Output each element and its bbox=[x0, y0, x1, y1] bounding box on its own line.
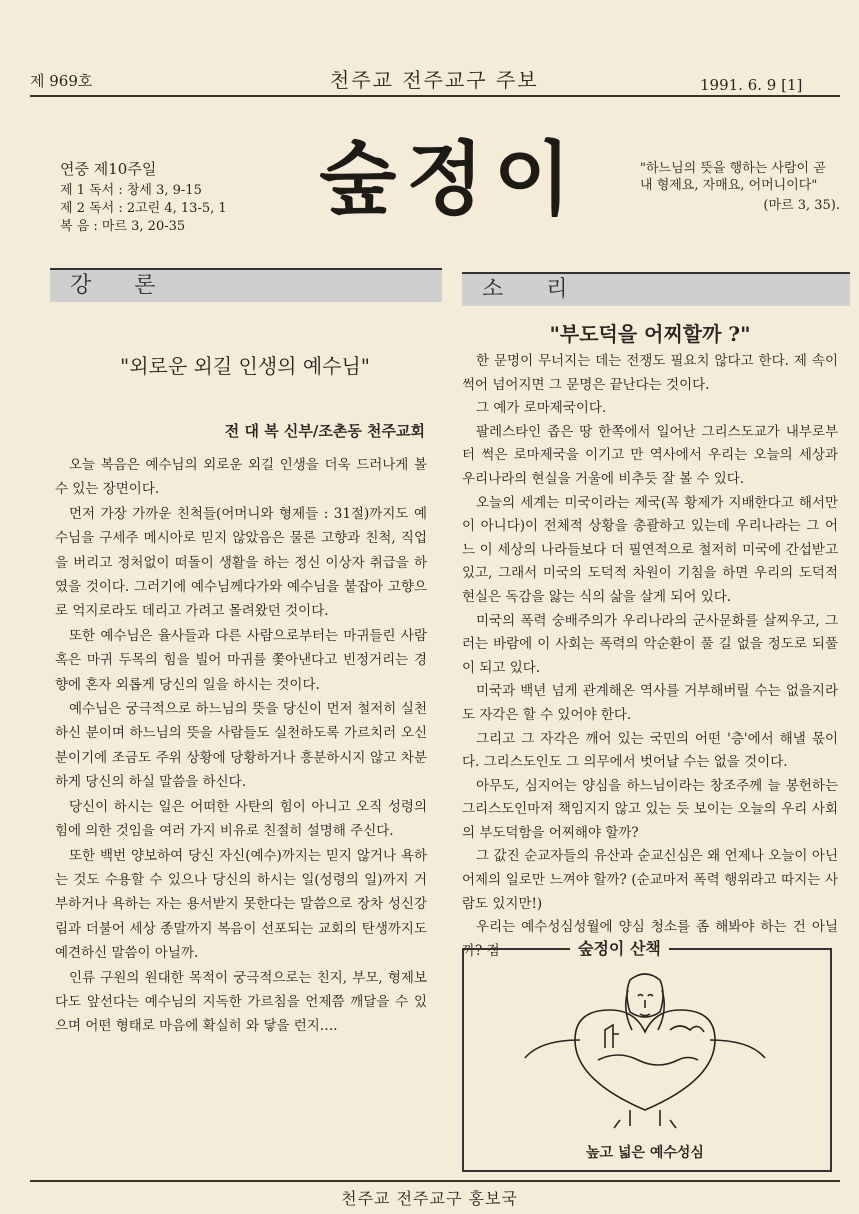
paragraph: 우리는 예수성심성월에 양심 청소를 좀 해봐야 하는 건 아닐까? 점 bbox=[462, 919, 838, 959]
paragraph: 당신이 하시는 일은 어떠한 사탄의 힘이 아니고 오직 성령의 힘에 의한 것임을 여러 가지 비유로 친절히 설명해 주신다. bbox=[55, 798, 427, 840]
paragraph: 미국의 폭력 숭배주의가 우리나라의 군사문화를 살찌우고, 그러는 바람에 이 사회는 폭력의 악순환이 풀 길 없을 정도로 되풀이 되고 있다. bbox=[462, 612, 838, 676]
section-header-sermon: 강 론 bbox=[50, 268, 442, 302]
reading-row: 제 1 독서 : 창세 3, 9-15 bbox=[60, 183, 202, 198]
reading-row: 제 2 독서 : 2고린 4, 13-5, 1 bbox=[60, 201, 227, 216]
header-divider bbox=[30, 95, 840, 97]
paragraph: 또한 예수님은 율사들과 다른 사람으로부터는 마귀들린 사람 혹은 마귀 두목의 힘을 빌어 마귀를 쫓아낸다고 빈정거리는 경향에 혼자 외롭게 당신의 일을 하시는 것이다. bbox=[55, 627, 427, 693]
liturgy-week: 연중 제10주일 bbox=[60, 160, 157, 178]
column-body bbox=[462, 350, 838, 963]
paragraph: 먼저 가장 가까운 친척들(어머니와 형제들 : 31절)까지도 예수님을 구세주 메시아로 믿지 않았음은 물론 고향과 친척, 직업을 버리고 정처없이 떠돌이 생활을 하는 정신 이상자 취급을 하였을 것이다. 그러기에 예수님께다가와 예수님을 붙잡아 고향으로 억지로라도 데리고 가려고 몰려왔던 것이다. bbox=[55, 505, 427, 620]
paragraph: 팔레스타인 좁은 땅 한쪽에서 일어난 그리스도교가 내부로부터 썩은 로마제국을 이기고 만 역사에서 우리는 오늘의 세상과 우리나라의 현실을 거울에 비추듯 잘 볼 수 있다. bbox=[462, 423, 838, 487]
masthead-title: 숲정이 bbox=[319, 133, 581, 226]
sermon-title: "외로운 외길 인생의 예수님" bbox=[120, 354, 370, 378]
cartoon-title: 숲정이 산책 bbox=[570, 936, 669, 959]
paragraph: 예수님은 궁극적으로 하느님의 뜻을 당신이 먼저 철저히 실천하신 분이며 하느님의 뜻을 사람들도 실천하도록 가르치러 오신 분이기에 조금도 주위 상황에 당황하거나 흥분하시지 않고 차분하게 당신의 하실 말씀을 하신다. bbox=[55, 701, 427, 791]
footer-publisher: 천주교 전주교구 홍보국 bbox=[341, 1189, 518, 1208]
sermon-body bbox=[55, 453, 427, 1039]
paragraph: 오늘 복음은 예수님의 외로운 외길 인생을 더욱 드러나게 볼 수 있는 장면이다. bbox=[55, 457, 427, 498]
paragraph: 미국과 백년 넘게 관계해온 역사를 거부해버릴 수는 없을지라도 자각은 할 수 있어야 한다. bbox=[462, 683, 838, 723]
sermon-author: 전 대 복 신부/조촌동 천주교회 bbox=[224, 422, 425, 440]
section-header-voice: 소 리 bbox=[462, 272, 850, 306]
scripture-quote bbox=[640, 160, 840, 214]
footer-divider bbox=[30, 1180, 840, 1182]
paragraph: 아무도, 심지어는 양심을 하느님이라는 창조주께 늘 봉헌하는 그리스도인마저 책임지지 않고 있는 듯 보이는 오늘의 우리 사회의 부도덕함을 어찌해야 할까? bbox=[462, 777, 838, 841]
paragraph: 또한 백번 양보하여 당신 자신(예수)까지는 믿지 않거나 욕하는 것도 수용할 수 있으나 당신의 하시는 일(성령의 일)까지 거부하거나 욕하는 자는 용서받지 못한다는 말씀으로 장차 성신강림과 더불어 세상 종말까지 복음이 선포되는 교회의 탄생까지도 예견하신 말씀이 아닐까. bbox=[55, 847, 427, 962]
reading-row: 복 음 : 마르 3, 20-35 bbox=[60, 219, 186, 234]
quote-text: "하느님의 뜻을 행하는 사람이 곧 내 형제요, 자매요, 어머니이다" bbox=[640, 161, 826, 193]
publication-name: 천주교 전주교구 주보 bbox=[330, 68, 539, 92]
cartoon-caption: 높고 넓은 예수성심 bbox=[586, 1145, 704, 1161]
paragraph: 오늘의 세계는 미국이라는 제국(꼭 황제가 지배한다고 해서만이 아니다)이 전체적 상황을 총괄하고 있는데 우리나라는 그 어느 이 세상의 나라들보다 더 필연적으로 철저히 미국에 간섭받고 있고, 그래서 미국의 도덕적 차원이 기침을 하면 우리의 도덕적 현실은 독감을 앓는 식의 삶을 살게 되어 있다. bbox=[462, 494, 838, 605]
sacred-heart-illustration bbox=[520, 960, 770, 1130]
paragraph: 인류 구원의 원대한 목적이 궁극적으로는 친지, 부모, 형제보다도 앞선다는 예수님의 지독한 가르침을 언제쯤 깨달을 수 있으며 어떤 형태로 마음에 확실히 와 닿을 런지…. bbox=[55, 969, 427, 1035]
liturgy-readings bbox=[60, 160, 227, 236]
quote-reference: (마르 3, 35). bbox=[763, 198, 840, 213]
paragraph: 그 값진 순교자들의 유산과 순교신심은 왜 언제나 오늘이 아닌 어제의 일로만 느껴야 할까? (순교마저 폭력 행위라고 따지는 사람도 있지만!) bbox=[462, 848, 838, 912]
paragraph: 한 문명이 무너지는 데는 전쟁도 필요치 않다고 한다. 제 속이 썩어 넘어지면 그 문명은 끝난다는 것이다. bbox=[462, 353, 838, 393]
column-title: "부도덕을 어찌할까 ?" bbox=[549, 322, 751, 346]
issue-number: 제 969호 bbox=[30, 72, 93, 90]
paragraph: 그리고 그 자각은 깨어 있는 국민의 어떤 '층'에서 해낼 몫이다. 그리스도인도 그 의무에서 벗어날 수는 없을 것이다. bbox=[462, 730, 838, 771]
issue-date: 1991. 6. 9 [1] bbox=[700, 76, 803, 94]
paragraph: 그 예가 로마제국이다. bbox=[476, 400, 607, 417]
